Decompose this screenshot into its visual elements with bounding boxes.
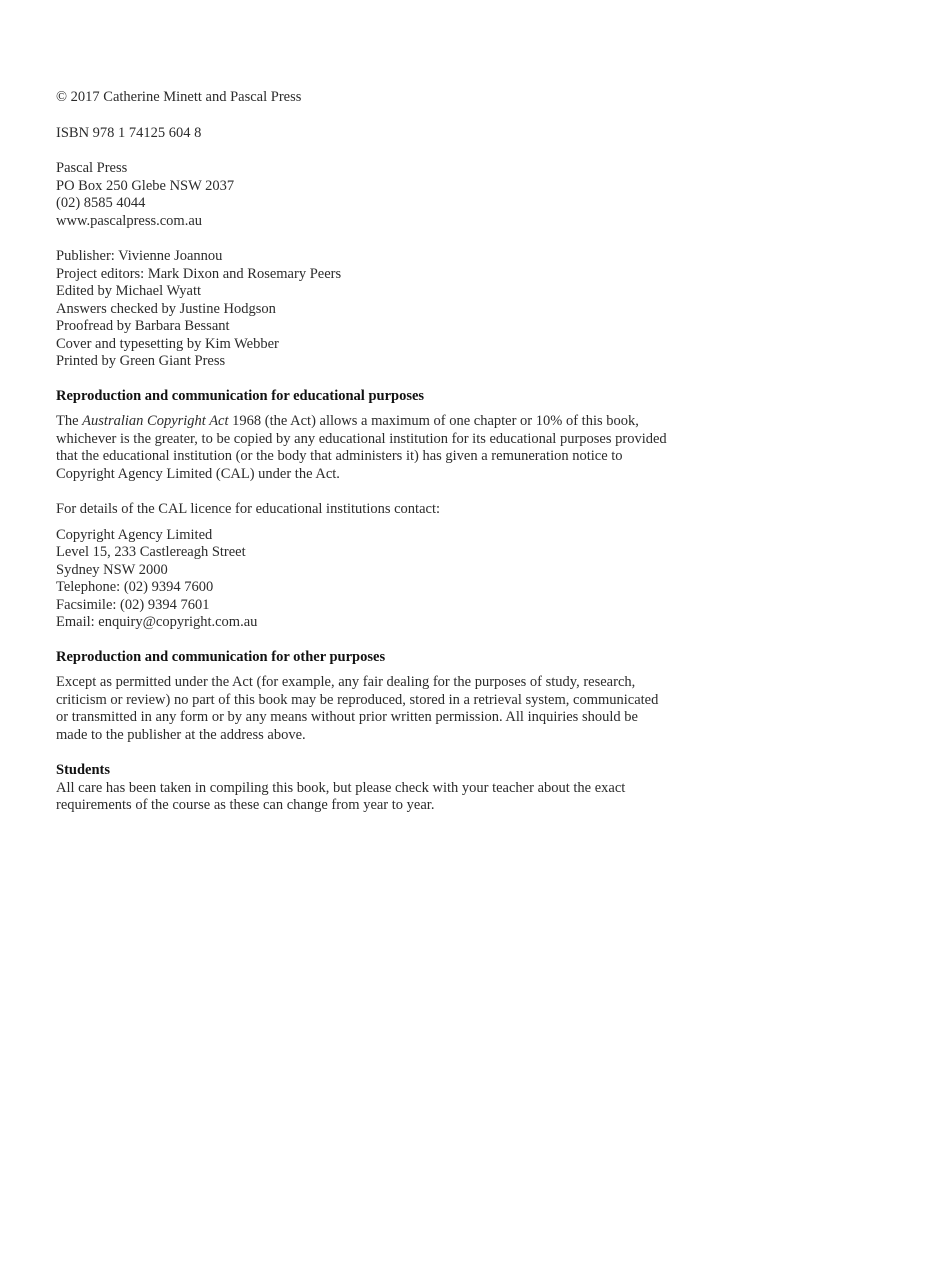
other-line-2: criticism or review) no part of this book may be reproduced, stored in a retrieval system, communicated xyxy=(56,691,659,708)
publisher-name: Pascal Press xyxy=(56,160,128,176)
cal-city: Sydney NSW 2000 xyxy=(56,561,168,578)
educational-heading: Reproduction and communication for educational purposes xyxy=(56,387,425,404)
educational-line-1 xyxy=(56,413,876,431)
act-title: Australian Copyright Act xyxy=(82,413,229,429)
publisher-phone: (02) 8585 4044 xyxy=(56,195,146,211)
other-line-1: Except as permitted under the Act (for example, any fair dealing for the purposes of study, research, xyxy=(56,674,636,690)
cal-contact xyxy=(56,527,876,632)
other-purposes-paragraph xyxy=(56,674,876,744)
credit-project-editors: Project editors: Mark Dixon and Rosemary Peers xyxy=(56,265,342,282)
other-purposes-section xyxy=(56,649,876,745)
students-line-1: All care has been taken in compiling this book, but please check with your teacher about the exact xyxy=(56,779,626,796)
credit-cover-typesetting: Cover and typesetting by Kim Webber xyxy=(56,335,279,352)
imprint-content xyxy=(56,89,876,815)
other-line-3: or transmitted in any form or by any means without prior written permission. All inquiries should be xyxy=(56,709,638,725)
cal-intro-block xyxy=(56,501,876,519)
credit-editor: Edited by Michael Wyatt xyxy=(56,283,202,299)
educational-section xyxy=(56,388,876,632)
cal-name: Copyright Agency Limited xyxy=(56,526,213,543)
educational-paragraph xyxy=(56,413,876,483)
cal-email: Email: enquiry@copyright.com.au xyxy=(56,614,258,630)
educational-line-1-suffix: 1968 (the Act) allows a maximum of one chapter or 10% of this book, xyxy=(228,413,639,429)
cal-facsimile: Facsimile: (02) 9394 7601 xyxy=(56,596,210,613)
educational-line-2: whichever is the greater, to be copied by any educational institution for its educational purposes provided xyxy=(56,430,667,447)
other-line-4: made to the publisher at the address above. xyxy=(56,726,306,743)
publisher-po-box: PO Box 250 Glebe NSW 2037 xyxy=(56,177,235,194)
credit-publisher: Publisher: Vivienne Joannou xyxy=(56,248,223,264)
copyright-line: © 2017 Catherine Minett and Pascal Press xyxy=(56,89,302,105)
publisher-address xyxy=(56,160,876,230)
students-section xyxy=(56,762,876,815)
students-line-2: requirements of the course as these can change from year to year. xyxy=(56,797,435,813)
other-purposes-heading: Reproduction and communication for other purposes xyxy=(56,648,386,665)
educational-line-3: that the educational institution (or the body that administers it) has given a remuneration notice to xyxy=(56,448,623,464)
credit-proofreader: Proofread by Barbara Bessant xyxy=(56,318,230,334)
credits-block xyxy=(56,248,876,371)
isbn-block xyxy=(56,125,876,143)
cal-intro: For details of the CAL licence for educational institutions contact: xyxy=(56,501,441,517)
cal-telephone: Telephone: (02) 9394 7600 xyxy=(56,579,214,595)
credit-printer: Printed by Green Giant Press xyxy=(56,353,226,369)
students-heading: Students xyxy=(56,762,110,778)
educational-line-1-prefix: The xyxy=(56,413,83,429)
educational-line-4: Copyright Agency Limited (CAL) under the Act. xyxy=(56,465,340,482)
publisher-website: www.pascalpress.com.au xyxy=(56,212,203,229)
copyright-notice xyxy=(56,89,876,107)
isbn-line: ISBN 978 1 74125 604 8 xyxy=(56,124,202,141)
cal-street: Level 15, 233 Castlereagh Street xyxy=(56,544,246,560)
credit-answers-checker: Answers checked by Justine Hodgson xyxy=(56,300,276,317)
